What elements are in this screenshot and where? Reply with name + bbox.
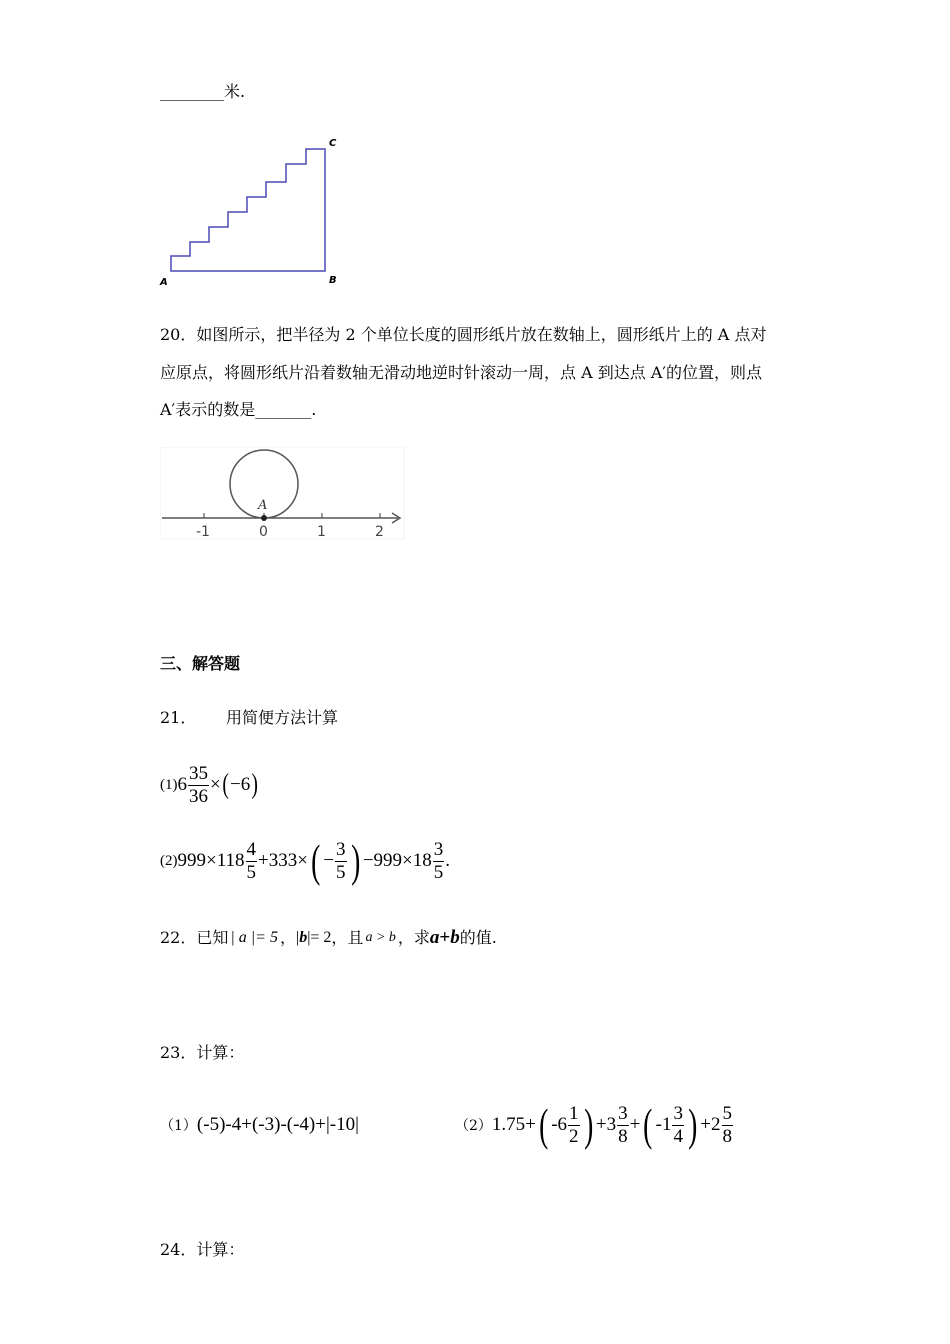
q22-line [160, 928, 497, 948]
stairs-figure [158, 136, 348, 288]
numerator: 4 [246, 838, 257, 860]
expr-term: (-4) [286, 1114, 316, 1135]
q19-answer-line [160, 82, 245, 102]
mixed-whole: -6 [551, 1114, 568, 1135]
numerator: 5 [722, 1102, 733, 1124]
denominator: 8 [722, 1125, 733, 1147]
times-sign: × [210, 774, 221, 795]
q20-line-2: 应原点，将圆形纸片沿着数轴无滑动地逆时针滚动一周，点 A 到达点 A′的位置，则点 [160, 363, 763, 382]
stairs-outline [171, 149, 325, 271]
mixed-whole: 6 [177, 774, 187, 795]
expr-term: - [280, 1114, 287, 1135]
term-3: + [629, 1114, 641, 1135]
q20-line-1: 20．如图所示，把半径为 2 个单位长度的圆形纸片放在数轴上，圆形纸片上的 A 点对 [160, 325, 767, 344]
separator: ，且 [331, 928, 364, 947]
term-2: +333× [258, 850, 308, 871]
separator: ，求 [397, 928, 430, 947]
fraction-2 [617, 1103, 629, 1148]
answer-blank: ________ [160, 82, 224, 101]
term-1: 1.75+ [491, 1114, 536, 1135]
part-label: （2） [455, 1118, 492, 1134]
paren-right: ) [251, 769, 259, 800]
denominator: 5 [246, 861, 257, 883]
q22-suffix: 的值. [459, 928, 497, 947]
paren-left: ( [222, 769, 229, 800]
fraction-3 [672, 1103, 684, 1148]
numerator: 3 [618, 1102, 628, 1124]
numerator: 3 [433, 838, 444, 860]
fraction-1 [246, 839, 258, 884]
paren-left: ( [311, 835, 321, 886]
paren-right: ) [688, 1099, 698, 1150]
abs-b-rest: |= 2 [307, 929, 332, 946]
end-period: . [445, 850, 451, 871]
expr-term: -4+ [225, 1114, 252, 1135]
part-label: （1） [160, 1118, 197, 1134]
q20-line-3: A′表示的数是_______. [160, 400, 317, 419]
label-a: A [160, 277, 168, 288]
term-2: +3 [595, 1114, 617, 1135]
paren-left: ( [538, 1099, 549, 1150]
paren-left: ( [643, 1099, 653, 1150]
paren-right: ) [583, 1099, 593, 1150]
expr-term: +|-10| [315, 1114, 359, 1135]
label-c: C [329, 138, 337, 149]
denominator: 8 [618, 1125, 628, 1147]
abs-b-bar: | [295, 929, 300, 946]
expr-term: (-3) [251, 1114, 281, 1135]
part-label: (1) [160, 776, 178, 793]
denominator: 36 [189, 785, 208, 807]
value: −6 [230, 774, 251, 795]
fraction [188, 763, 209, 808]
unit-text: 米. [224, 82, 246, 101]
denominator: 5 [433, 861, 444, 883]
tick-label-minus1: -1 [196, 524, 210, 540]
q21-number: 21． [160, 708, 197, 727]
denominator: 2 [569, 1125, 579, 1147]
target-plus: + [439, 927, 451, 948]
tick-label-2: 2 [375, 524, 384, 540]
term-3: −999×18 [362, 850, 432, 871]
numerator: 1 [569, 1102, 579, 1124]
target-b: b [450, 927, 460, 948]
abs-b-var: b [299, 929, 308, 946]
numberline-figure [160, 447, 406, 541]
q21-part-1 [160, 760, 260, 810]
mixed-whole: -1 [655, 1114, 672, 1135]
tick-label-0: 0 [259, 524, 268, 540]
expr-term: (-5) [196, 1114, 226, 1135]
section-title: 三、解答题 [160, 654, 241, 673]
denominator: 4 [673, 1125, 683, 1147]
target-a: a [429, 927, 440, 948]
q23-part-2 [455, 1100, 734, 1150]
q23-part-1 [160, 1106, 359, 1144]
label-b: B [329, 275, 337, 286]
fraction-3 [433, 839, 445, 884]
numerator: 3 [673, 1102, 683, 1124]
numerator: 3 [336, 838, 346, 860]
abs-a: | a |= 5 [230, 929, 278, 946]
denominator: 5 [336, 861, 346, 883]
q23-title: 23．计算： [160, 1043, 245, 1062]
term-1: 999×118 [177, 850, 245, 871]
term-4: +2 [700, 1114, 721, 1135]
point-a-dot [261, 515, 267, 521]
q22-prefix: 22．已知 [160, 928, 229, 947]
q21-text: 用简便方法计算 [226, 708, 339, 727]
q24-title: 24．计算： [160, 1240, 245, 1259]
paren-right: ) [350, 835, 360, 886]
fraction-4 [722, 1103, 734, 1148]
part-label: (2) [160, 852, 178, 869]
fraction-2 [335, 839, 347, 884]
separator: ， [279, 928, 296, 947]
fraction-1 [568, 1103, 580, 1148]
point-a-label: A [258, 498, 268, 513]
numerator: 35 [189, 762, 208, 784]
condition: a > b [365, 930, 396, 945]
q21-part-2 [160, 836, 450, 886]
tick-label-1: 1 [317, 524, 326, 540]
neg-sign: − [323, 850, 334, 871]
